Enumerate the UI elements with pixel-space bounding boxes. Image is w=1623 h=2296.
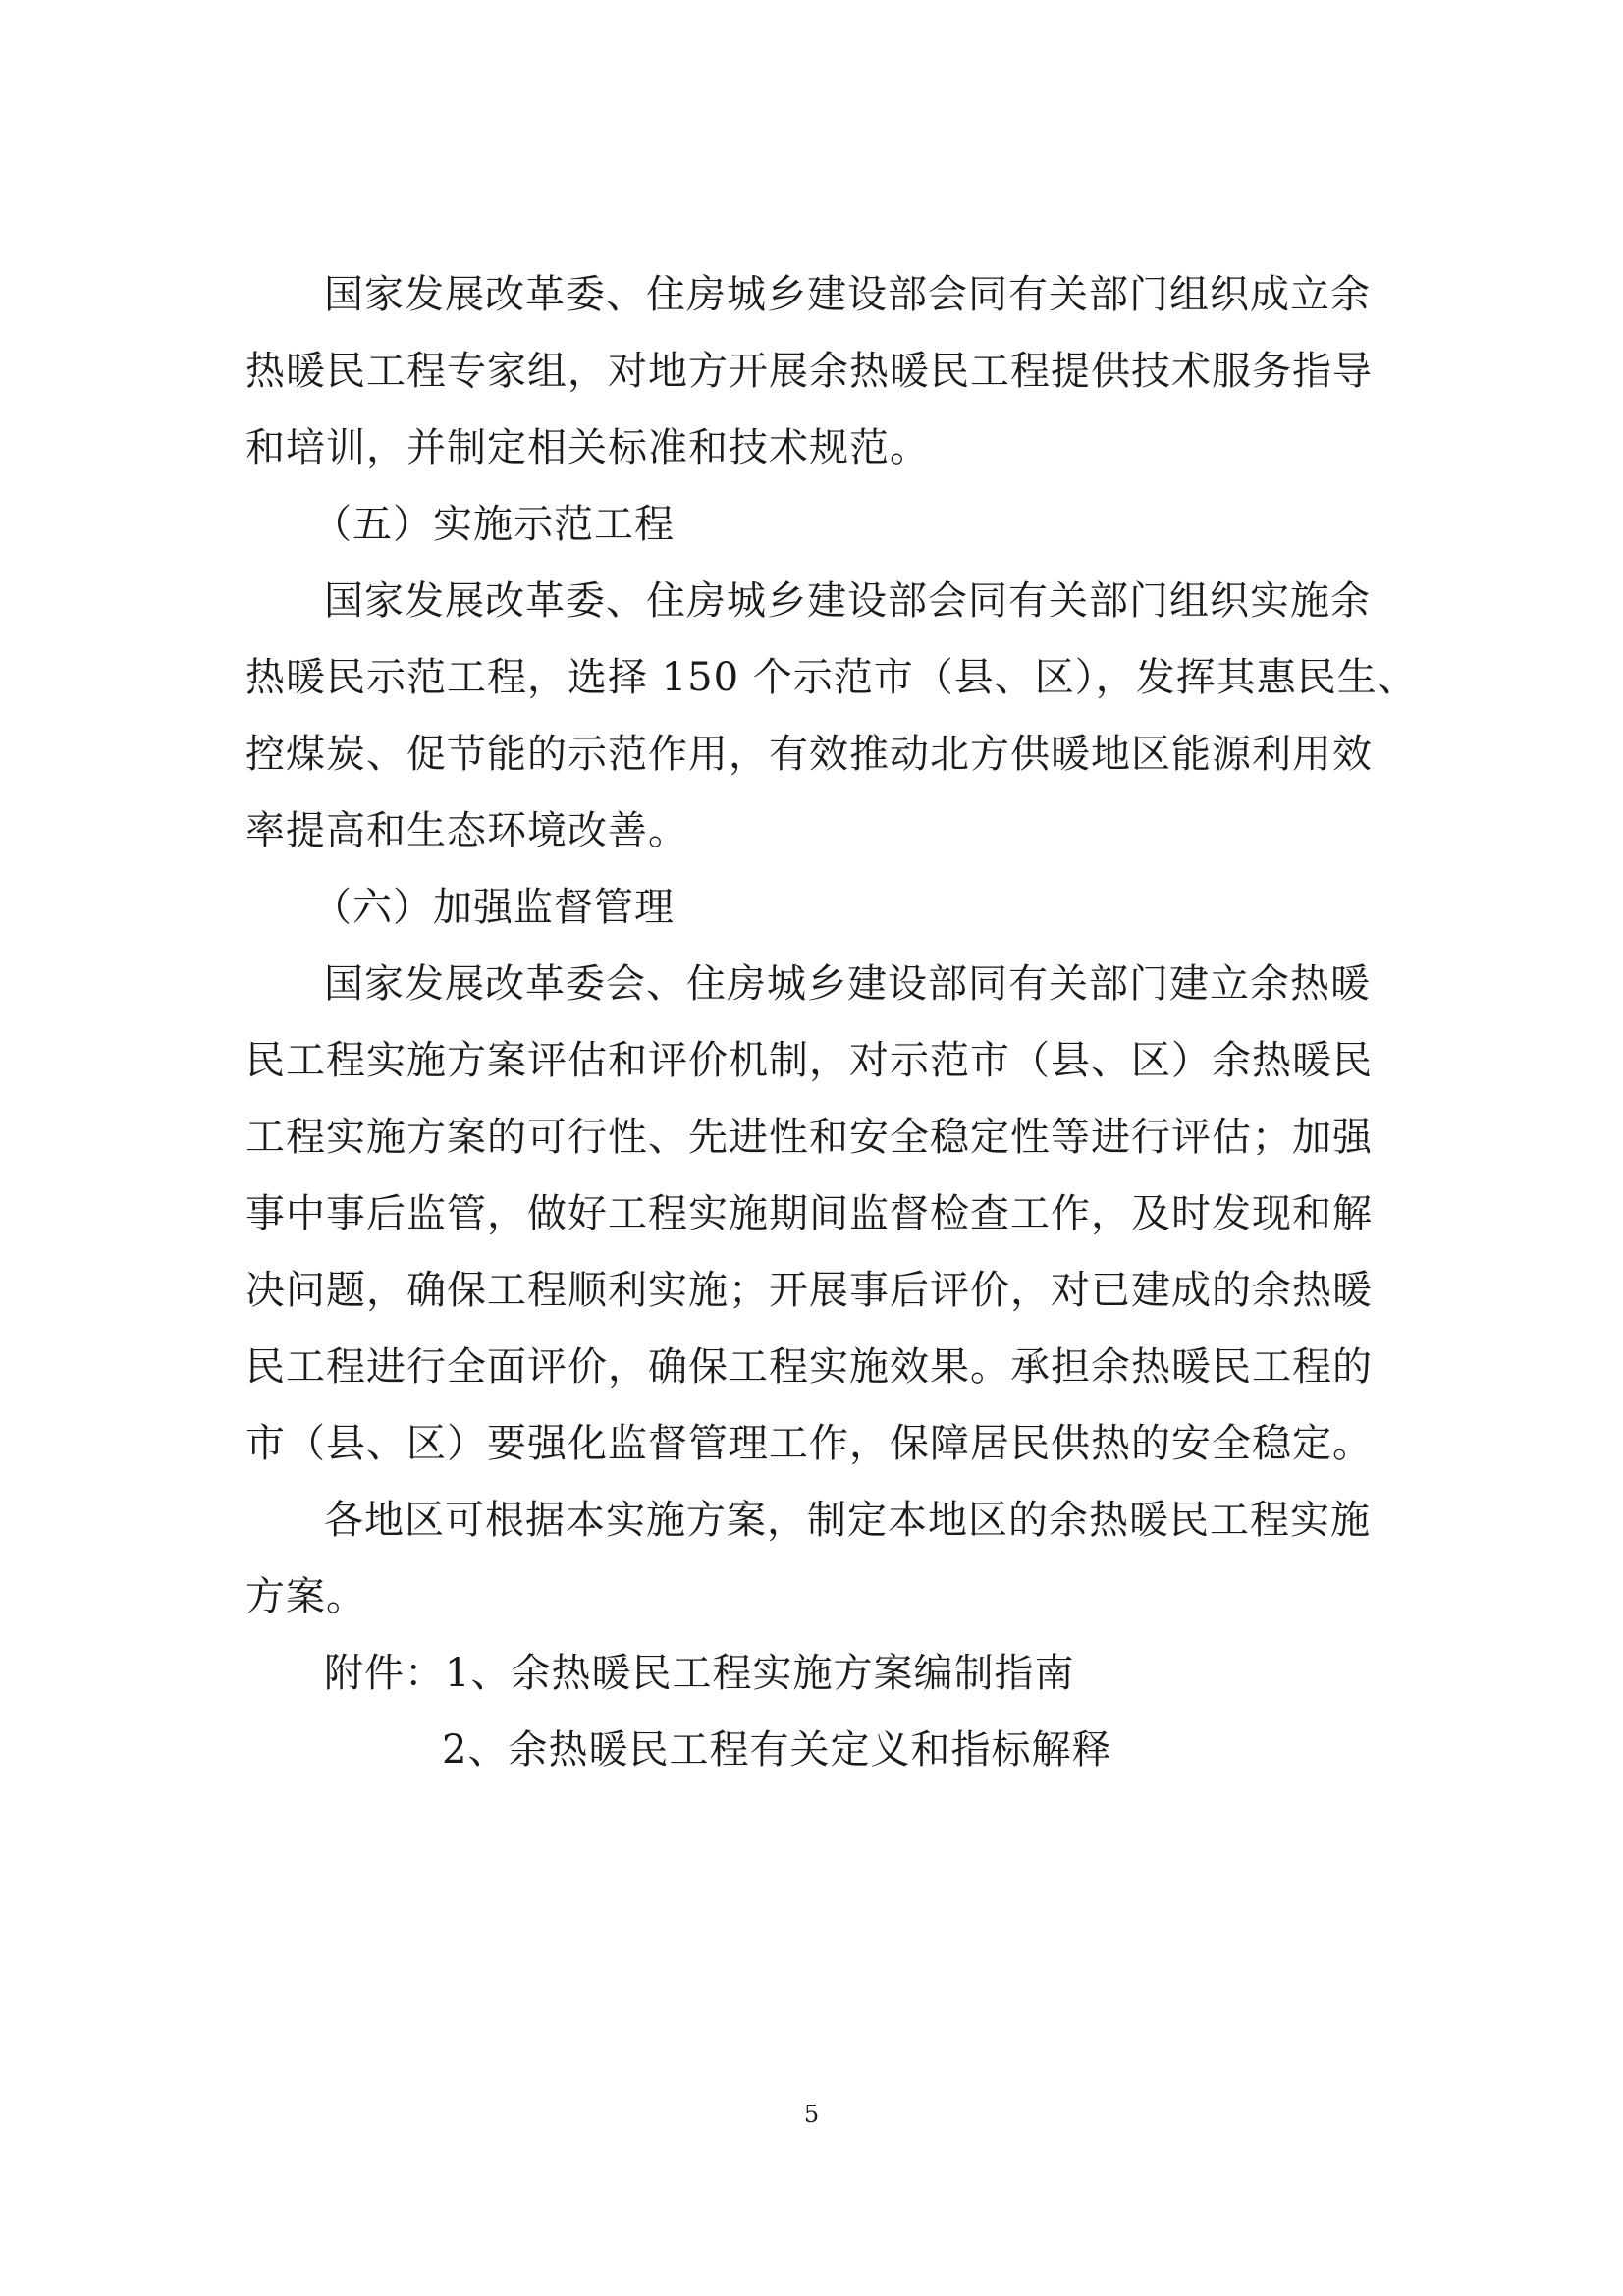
paragraph-line: 市（县、区）要强化监督管理工作，保障居民供热的安全稳定。: [245, 1421, 1373, 1466]
section-heading: （六）加强监督管理: [312, 885, 675, 930]
paragraph-line: 民工程进行全面评价，确保工程实施效果。承担余热暖民工程的: [245, 1344, 1373, 1390]
paragraph-line: 事中事后监管，做好工程实施期间监督检查工作，及时发现和解: [245, 1191, 1373, 1236]
paragraph-line: 国家发展改革委、住房城乡建设部会同有关部门组织成立余: [324, 272, 1371, 317]
paragraph-line: 和培训，并制定相关标准和技术规范。: [245, 425, 930, 470]
paragraph-line: 决问题，确保工程顺利实施；开展事后评价，对已建成的余热暖: [245, 1268, 1373, 1313]
paragraph-line: 控煤炭、促节能的示范作用，有效推动北方供暖地区能源利用效: [245, 732, 1373, 777]
attachment-item: 2、余热暖民工程有关定义和指标解释: [442, 1727, 1112, 1773]
section-heading: （五）实施示范工程: [312, 502, 675, 547]
paragraph-line: 热暖民工程专家组，对地方开展余热暖民工程提供技术服务指导: [245, 349, 1373, 394]
paragraph-line: 国家发展改革委、住房城乡建设部会同有关部门组织实施余: [324, 578, 1371, 624]
paragraph-line: 各地区可根据本实施方案，制定本地区的余热暖民工程实施: [324, 1498, 1371, 1543]
paragraph-line: 热暖民示范工程，选择 150 个示范市（县、区），发挥其惠民生、: [245, 655, 1418, 700]
page-number: 5: [803, 2101, 820, 2128]
paragraph-line: 工程实施方案的可行性、先进性和安全稳定性等进行评估；加强: [245, 1115, 1373, 1160]
paragraph-line: 民工程实施方案评估和评价机制，对示范市（县、区）余热暖民: [245, 1038, 1373, 1083]
attachment-item: 附件：1、余热暖民工程实施方案编制指南: [324, 1651, 1075, 1696]
paragraph-line: 方案。: [245, 1574, 366, 1619]
paragraph-line: 率提高和生态环境改善。: [245, 808, 688, 853]
paragraph-line: 国家发展改革委会、住房城乡建设部同有关部门建立余热暖: [324, 961, 1371, 1007]
